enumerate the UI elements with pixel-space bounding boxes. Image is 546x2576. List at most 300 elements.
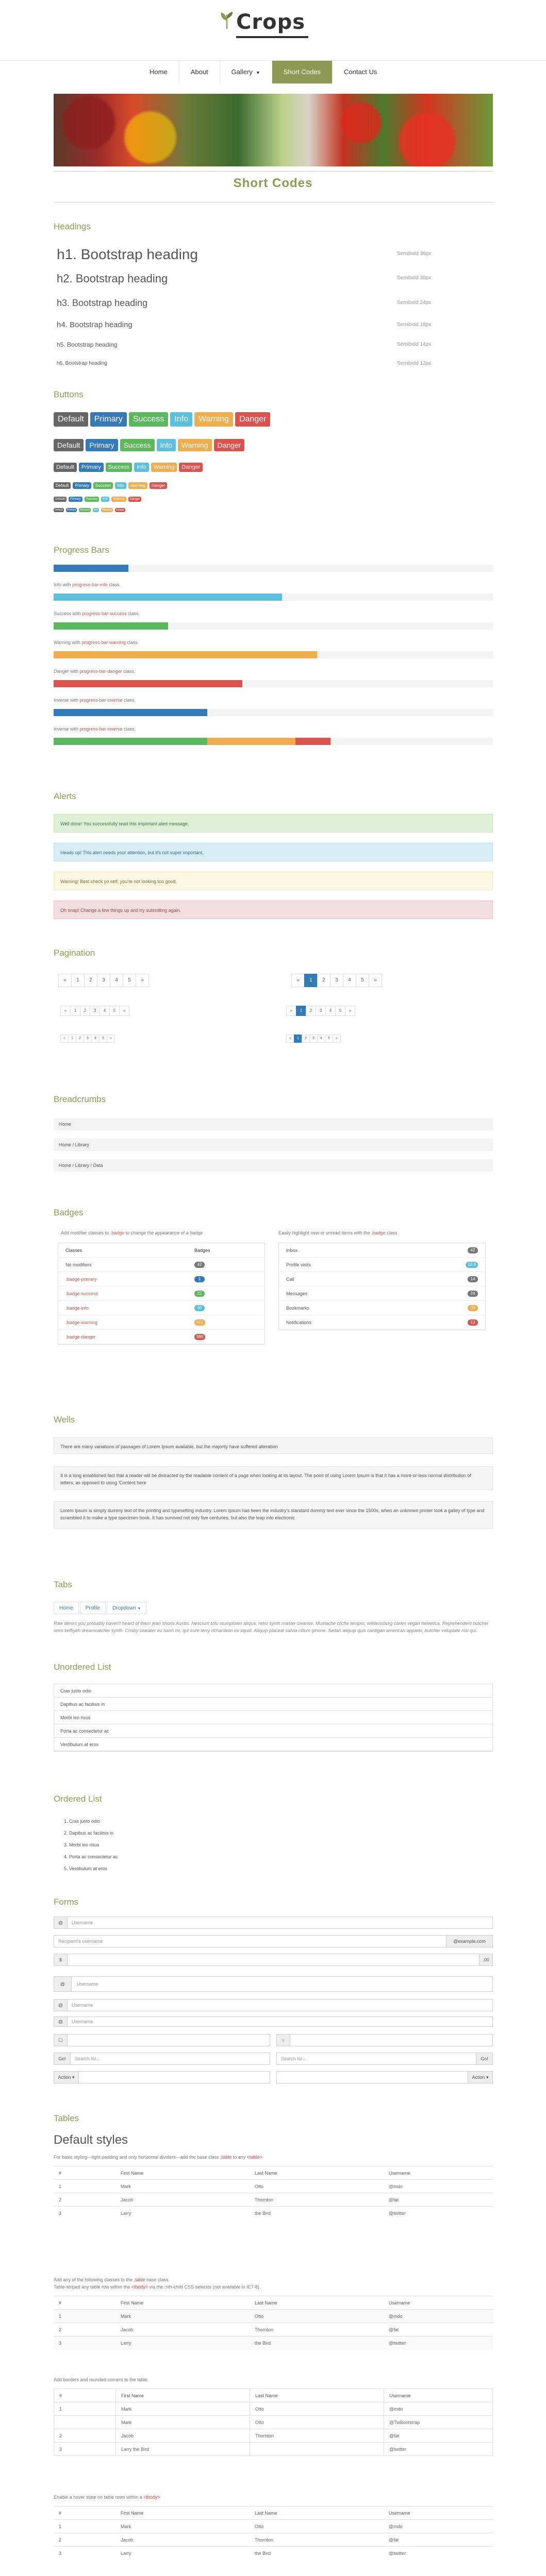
note-text: base class. [146,2277,170,2282]
heading-size-note: Semibold 36px [397,251,432,257]
page-link[interactable]: 5 [356,974,369,987]
badge-note-right-code: .badge [371,1230,386,1235]
page-link[interactable]: » [345,1006,355,1016]
success-button[interactable]: Success [80,509,90,512]
recipient-placeholder: Recipient's username [58,1939,103,1944]
page-link[interactable]: 4 [100,1006,110,1016]
note-text: Table-striped any table row within the [54,2284,130,2290]
badge-item-label: Call [286,1277,294,1282]
site-logo[interactable] [217,7,330,41]
page-link[interactable]: 1 [68,1035,76,1043]
warning-button[interactable]: Warning [151,463,177,472]
danger-button[interactable]: Danger [235,412,270,427]
table-header-cell: # [54,2166,115,2180]
page-link[interactable]: 2 [80,1006,90,1016]
table-header-cell: Last Name [250,2296,384,2310]
table-row [54,2429,493,2443]
table-cell: @twitter [384,2207,493,2220]
badge-item-label: Profile visits [286,1262,311,1267]
info-button[interactable]: Info [170,412,192,427]
badge-note-right-pre: Easily highlight new or unread items with the [278,1230,370,1235]
badge-note-left [61,1230,203,1235]
table-row [54,2310,493,2323]
badge-list-item[interactable] [279,1315,485,1330]
ordered-list-item: 1. Cras justo odio [64,1819,101,1824]
caret-down-icon: ▼ [255,70,260,75]
recipient-input[interactable] [54,1935,493,1947]
danger-button[interactable]: Danger [214,439,245,451]
at-addon: @ [54,1977,72,1991]
default-button[interactable]: Default [54,463,77,472]
pagination [292,974,382,987]
table-cell: Otto [250,2310,384,2323]
section-title-headings: Headings [54,222,91,231]
table-note: Add borders and rounded corners to the table. [54,2377,149,2382]
well: It is a long established fact that a reader will be distracted by the readable content of a page when looking at its layout. The point of using Lorem Ipsum is that it has a more-or-less normal distribution of letters, as opposed to using 'Content here [54,1466,493,1490]
table-header-cell: Username [384,2296,493,2310]
progress-label-code: progress-bar-success [82,611,127,616]
page-link[interactable]: 4 [110,974,123,987]
badge: 13 [468,1319,478,1326]
primary-button[interactable]: Primary [69,497,82,502]
page-link[interactable]: « [58,974,72,987]
tables-subtitle: Default styles [54,2133,128,2147]
badge: 1 [194,1276,205,1282]
page-link[interactable]: 3 [97,974,110,987]
default-button[interactable]: Default [54,412,88,427]
section-title-tabs: Tabs [54,1580,72,1589]
primary-button[interactable]: Primary [67,509,76,512]
checkbox-input[interactable] [54,2034,270,2046]
search-input-right[interactable] [276,2053,493,2065]
username-placeholder: Username [77,1981,98,1987]
page-link[interactable]: 5 [99,1035,107,1043]
badge: 24 [468,1291,478,1297]
note-text: For basic styling—light padding and only horizontal dividers—add the base class [54,2155,219,2160]
table-cell: Larry [115,2336,250,2350]
page-link[interactable]: « [286,1006,296,1016]
table-cell: @mdo [384,2402,493,2416]
table-row [54,2402,493,2416]
badge-row [58,1272,264,1286]
page-link[interactable]: » [333,1035,341,1043]
success-button[interactable]: Success [93,482,113,489]
progress-label [54,698,136,703]
section-title-progress: Progress Bars [54,545,109,555]
site-header [0,0,546,61]
page-link[interactable]: » [136,974,149,987]
badge: 42 [468,1247,478,1253]
page-link[interactable]: 1 [294,1035,302,1043]
table-cell: Otto [250,2520,384,2533]
badge: 42 [194,1262,205,1268]
button-row [54,497,141,502]
username-placeholder: Username [72,2019,93,2024]
badge-row [58,1286,264,1301]
tab-profile[interactable] [80,1602,106,1614]
pagination [59,974,149,987]
table-cell: Mark [116,2416,250,2429]
list-item: Porta ac consectetur ac [54,1724,492,1738]
badge-item-label: Messages [286,1291,308,1296]
nav-home[interactable] [138,61,179,83]
table-cell: Otto [250,2402,384,2416]
badge-row [58,1258,264,1272]
progress-label-code: progress-bar-info [72,582,108,587]
heading-sample-h2: h2. Bootstrap heading [57,272,168,285]
table-hover [54,2506,493,2560]
table-cell: @fat [384,2193,493,2207]
page-link[interactable]: 5 [325,1035,333,1043]
page-link[interactable]: 2 [306,1006,316,1016]
badge-item-label: Bookmarks [286,1306,310,1311]
page-link[interactable]: 5 [335,1006,345,1016]
badge-list-item[interactable] [279,1272,485,1286]
note-code: <table> [246,2155,262,2160]
page-link[interactable]: 2 [84,974,97,987]
table-header-cell: Last Name [250,2166,384,2180]
progress-label-suffix: class. [122,726,136,732]
table-cell: @mdo [384,2180,493,2193]
info-button[interactable]: Info [157,439,176,451]
table-header-cell: Username [384,2389,493,2402]
radio-input[interactable] [276,2034,493,2046]
success-button[interactable]: Success [120,439,155,451]
badge-list-item[interactable] [279,1243,485,1258]
header-badges: Badges [194,1248,210,1253]
table-header-cell: Username [384,2506,493,2520]
page-link[interactable]: 3 [330,974,343,987]
progress-bar [54,680,493,687]
unordered-list [54,1684,493,1752]
page-link[interactable]: 5 [109,1006,120,1016]
warning-button[interactable]: Warning [111,497,126,502]
table-cell: @twitter [384,2443,493,2456]
page-link[interactable]: « [286,1035,294,1043]
alert-box: Warning! Best check yo self, you're not looking too good. [54,872,493,890]
table-cell: 2 [54,2193,115,2207]
progress-label [54,611,140,616]
hero-banner-image [54,94,493,166]
table-cell: Larry [115,2207,250,2220]
page-link[interactable]: 3 [90,1006,100,1016]
table-cell: Jacob [115,2193,250,2207]
ordered-list [64,1816,118,1875]
tab-dropdown-label: Dropdown [112,1605,136,1611]
username-input-large[interactable] [54,1976,493,1992]
breadcrumb[interactable]: Home / Library / Data [54,1159,493,1172]
table-cell: 3 [54,2547,115,2560]
badge-note-left-code: .badge [110,1230,125,1235]
table-header-cell: First Name [115,2166,250,2180]
danger-button[interactable]: Danger [115,509,125,512]
page-title: Short Codes [233,176,313,190]
badge: 14 [468,1276,478,1282]
table-cell: 2 [54,2429,116,2443]
table-header-cell: First Name [115,2506,250,2520]
heading-sample-h4: h4. Bootstrap heading [57,320,133,329]
nav-about[interactable] [179,61,220,83]
username-placeholder: Username [72,2003,93,2008]
badges-table-left [58,1243,265,1345]
table-row [54,2520,493,2533]
table-bordered [54,2388,493,2456]
action-input-right[interactable] [276,2071,493,2083]
section-title-unordered: Unordered List [54,1662,111,1672]
tab-content: Raw denim you probably haven't heard of them jean shorts Austin. Nesciunt tofu stumptown aliqua, retro synth master cleanse. Mustache cliche tempor, williamsburg carles vegan helvetica. Reprehenderit butcher retro keffiyeh dreamcatcher synth. Cosby sweater eu banh mi, qui irure terry richardson ex squid. Aliquip placeat salvia cillum iphone. Seitan aliquip quis cardigan american apparel, butcher voluptate nisi qui. [54,1621,489,1633]
table-cell: Jacob [115,2533,250,2547]
page-link[interactable]: 1 [71,974,85,987]
leaf-icon [219,11,235,30]
badge-note-right-post: class [387,1230,398,1235]
username-input-medium[interactable] [54,1999,493,2011]
nav-gallery[interactable] [220,61,272,83]
section-title-breadcrumbs: Breadcrumbs [54,1094,106,1104]
section-title-ordered: Ordered List [54,1794,102,1804]
page-link[interactable]: 2 [76,1035,84,1043]
table-cell [250,2443,384,2456]
progress-label-code: progress-bar-warning [81,640,126,645]
button-row [54,412,270,427]
pagination [287,1035,341,1043]
danger-button[interactable]: Danger [128,497,142,502]
progress-bar [54,594,493,601]
warning-button[interactable]: Warning [178,439,212,451]
page-link[interactable]: » [107,1035,115,1043]
username-placeholder: Username [72,1920,93,1925]
table-header-cell: # [54,2296,115,2310]
table-cell: Mark [115,2180,250,2193]
progress-label [54,669,135,674]
section-title-tables: Tables [54,2113,79,2123]
page-link[interactable]: 1 [304,974,318,987]
table-cell: @twitter [384,2336,493,2350]
danger-button[interactable]: Danger [150,482,167,489]
table-cell: Mark [116,2402,250,2416]
amount-input[interactable] [54,1954,493,1966]
action-dropdown[interactable]: Action ▾ [54,2072,79,2083]
progress-fill [54,680,242,687]
primary-button[interactable]: Primary [73,482,91,489]
table-header-cell: First Name [115,2296,250,2310]
info-button[interactable]: Info [93,509,98,512]
username-input-small[interactable] [54,2016,493,2027]
search-placeholder: Search for... [75,2056,100,2061]
table-row [54,2180,493,2193]
page-link[interactable]: « [60,1035,69,1043]
at-addon: @ [54,2017,68,2026]
table-basic [54,2166,493,2220]
page-link[interactable]: 3 [84,1035,92,1043]
ordered-list-item: 4. Porta ac consectetur ac [64,1854,118,1859]
primary-button[interactable]: Primary [90,412,127,427]
page-link[interactable]: 2 [302,1035,310,1043]
page-link[interactable]: 4 [91,1035,100,1043]
note-code: .table [134,2277,145,2282]
hero-vegetables [54,94,493,166]
progress-bar [54,651,493,658]
breadcrumb[interactable]: Home / Library [54,1139,493,1151]
table-cell: 1 [54,2180,115,2193]
ordered-list-item: 3. Morbi leo risus [64,1842,100,1848]
badge: 22 [194,1291,205,1297]
progress-fill [54,594,282,601]
badge: 999 [194,1334,205,1340]
breadcrumb[interactable]: Home [54,1118,493,1130]
page-link[interactable]: 4 [343,974,356,987]
progress-bar [54,565,493,572]
success-button[interactable]: Success [129,412,168,427]
info-button[interactable]: Info [134,463,148,472]
badge: 30 [194,1305,205,1311]
checkbox-addon[interactable]: ☐ [54,2035,68,2046]
progress-label [54,640,139,645]
username-input[interactable] [54,1917,493,1929]
button-row [54,508,125,512]
go-button[interactable]: Go! [476,2053,492,2064]
badge-row [58,1301,264,1315]
page-link[interactable]: « [60,1006,71,1016]
badge-list-item[interactable] [279,1301,485,1315]
warning-button[interactable]: Warning [128,482,148,489]
tab-dropdown[interactable] [107,1602,146,1614]
table-row [54,2533,493,2547]
badge-row [58,1330,264,1344]
section-title-badges: Badges [54,1208,84,1217]
caret-down-icon: ▼ [137,1607,141,1611]
heading-size-note: Semibold 14px [397,342,432,347]
table-cell: Thornton [250,2429,384,2443]
nav-short-codes[interactable] [272,61,333,83]
progress-fill [54,565,128,572]
table-row [54,2443,493,2456]
success-button[interactable]: Success [85,497,100,502]
pagination [61,1006,129,1016]
badge-class-name: .badge-warning [65,1320,98,1325]
danger-button[interactable]: Danger [179,463,203,472]
progress-bar [54,709,493,716]
list-item: Cras justo odio [54,1684,492,1698]
section-title-alerts: Alerts [54,791,76,801]
progress-bar [54,738,493,745]
table-header-cell: Last Name [250,2389,384,2402]
pagination [287,1006,355,1016]
badge-class-name: .badge-success [65,1291,98,1296]
table-cell: 3 [54,2336,115,2350]
progress-fill [54,651,317,658]
default-button[interactable]: Default [54,439,84,451]
table-cell: Otto [250,2416,384,2429]
well: There are many variations of passages of Lorem Ipsum available, but the majority have suffered alteration [54,1437,493,1454]
button-row [54,482,167,489]
table-cell: 1 [54,2402,116,2416]
domain-addon: @example.com [446,1936,492,1947]
heading-size-note: Semibold 24px [397,300,432,306]
default-button[interactable]: Default [54,497,67,502]
table-cell: Thornton [250,2323,384,2336]
page-link[interactable]: 1 [296,1006,306,1016]
page-link[interactable]: 3 [316,1006,326,1016]
badge-note-left-pre: Add modifier classes to [61,1230,109,1235]
default-button[interactable]: Default [54,482,71,489]
progress-label-text: Inverse with [54,726,80,732]
action-input-left[interactable] [54,2071,270,2083]
badge-list-item[interactable] [279,1258,485,1272]
page-link[interactable]: 4 [317,1035,325,1043]
table-row [54,2547,493,2560]
heading-sample-h6: h6. Bootstrap heading [57,361,107,366]
section-title-buttons: Buttons [54,389,84,399]
success-button[interactable]: Success [106,463,133,472]
table-row [54,2336,493,2350]
page-link[interactable]: 3 [309,1035,318,1043]
table-header-cell: # [54,2389,116,2402]
warning-button[interactable]: Warning [194,412,233,427]
page-link[interactable]: 2 [317,974,330,987]
table-cell: Jacob [115,2323,250,2336]
tab-home[interactable] [54,1602,79,1614]
page-link[interactable]: 4 [325,1006,336,1016]
pagination [61,1035,115,1043]
page-link[interactable]: 5 [123,974,136,987]
table-cell: 1 [54,2310,115,2323]
note-code: <tbody> [131,2284,148,2290]
warning-button[interactable]: Warning [102,509,112,512]
table-cell: 1 [54,2520,115,2533]
progress-label-suffix: class. [107,582,121,587]
table-cell: @TwBootstrap [384,2416,493,2429]
cents-addon: .00 [479,1954,492,1965]
table-cell: 2 [54,2323,115,2336]
badge-class-name: .badge-danger [65,1334,96,1340]
info-button[interactable]: Info [115,482,126,489]
alert-box: Well done! You successfully read this important alert message. [54,814,493,833]
note-text: Enable a hover state on table rows within a [54,2495,142,2500]
info-button[interactable]: Info [101,497,109,502]
progress-fill [207,738,295,745]
table-cell: @mdo [384,2520,493,2533]
table-cell: @twitter [384,2547,493,2560]
ordered-list-item: 2. Dapibus ac facilisis in [64,1831,114,1836]
page-link[interactable]: » [369,974,382,987]
default-button[interactable]: Default [55,509,63,512]
table-cell: 3 [54,2207,115,2220]
table-cell: Mark [115,2520,250,2533]
page-link[interactable]: 1 [70,1006,80,1016]
table-header-cell: Username [384,2166,493,2180]
page-link[interactable]: « [291,974,305,987]
nav-contact[interactable] [333,61,388,83]
progress-bar [54,622,493,630]
table-cell: @mdo [384,2310,493,2323]
section-title-forms: Forms [54,1897,79,1907]
primary-button[interactable]: Primary [79,463,104,472]
search-input-left[interactable] [54,2053,270,2065]
note-text: Add any of the following classes to the [54,2277,133,2282]
action-dropdown[interactable]: Action ▾ [468,2072,492,2083]
button-row [54,463,203,472]
go-button[interactable]: Go! [54,2053,71,2064]
progress-label-suffix: class. [125,640,139,645]
page-link[interactable]: » [119,1006,129,1016]
table-header-cell: Last Name [250,2506,384,2520]
radio-addon[interactable]: ○ [277,2035,290,2046]
primary-button[interactable]: Primary [86,439,118,451]
badge-list-item[interactable] [279,1286,485,1301]
badge-row [58,1315,264,1330]
section-title-pagination: Pagination [54,948,95,958]
table-cell: Mark [115,2310,250,2323]
